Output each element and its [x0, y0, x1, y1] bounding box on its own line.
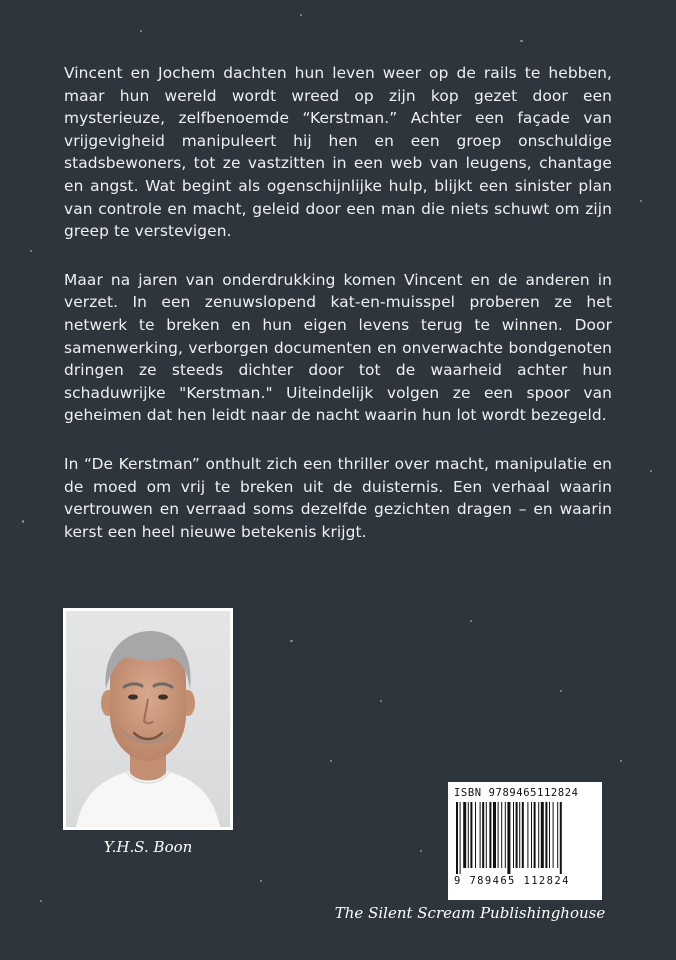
isbn-label: ISBN 9789465112824	[454, 787, 579, 799]
blurb-paragraph-1: Vincent en Jochem dachten hun leven weer op de rails te hebben, maar hun wereld wordt wreed op zijn kop gezet door een mysterieuze, zelfbenoemde “Kerstman.” Achter een façade van vrijgevigheid manipuleert hij hen en een groep onschuldige stadsbewoners, tot ze vastzitten in een web van leugens, chantage en angst. Wat begint als ogenschijnlijke hulp, blijkt een sinister plan van controle en macht, geleid door een man die niets schuwt om zijn greep te verstevigen.	[64, 64, 612, 241]
author-photo-frame	[63, 608, 233, 830]
author-name: Y.H.S. Boon	[103, 838, 193, 856]
author-portrait-illustration	[66, 611, 230, 827]
blurb-paragraph-3: In “De Kerstman” onthult zich een thriller over macht, manipulatie en de moed om vrij te breken uit de duisternis. Een verhaal waarin vertrouwen en verraad soms dezelfde gezichten dragen – en waarin kerst een heel nieuwe betekenis krijgt.	[64, 454, 612, 541]
blurb	[64, 62, 612, 569]
blurb-paragraph-2: Maar na jaren van onderdrukking komen Vincent en de anderen in verzet. In een zenuwslopend kat-en-muisspel proberen ze het netwerk te breken en hun eigen levens terug te winnen. Door samenwerking, verborgen documenten en onverwachte bondgenoten dringen ze steeds dichter door tot de waarheid achter hun schaduwrijke "Kerstman." Uiteindelijk volgen ze een spoor van geheimen dat hen leidt naar de nacht waarin hun lot wordt bezegeld.	[64, 270, 612, 425]
author-photo	[66, 611, 230, 827]
isbn-digits: 9 789465 112824	[454, 875, 570, 887]
publisher-name: The Silent Scream Publishinghouse	[334, 904, 606, 922]
barcode-bars	[454, 802, 596, 874]
isbn-barcode	[448, 782, 602, 900]
